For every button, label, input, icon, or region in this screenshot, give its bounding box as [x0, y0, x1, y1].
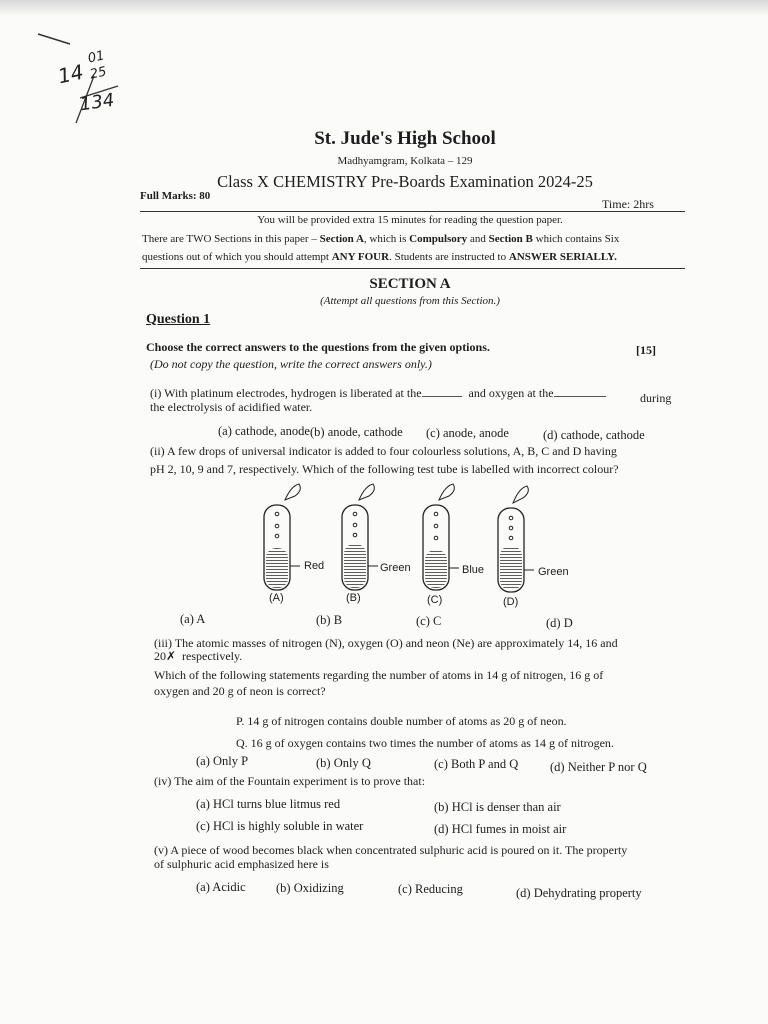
- handwritten-14: 14: [55, 59, 86, 89]
- q1-iii-statement-q: Q. 16 g of oxygen contains two times the number of atoms as 14 g of nitrogen.: [236, 736, 614, 750]
- time-allowed: Time: 2hrs: [602, 197, 654, 211]
- tube-b-letter: (B): [346, 592, 361, 604]
- instruction-line-3: questions out of which you should attempt ANY FOUR. Students are instructed to ANSWER SERIALLY.: [142, 251, 617, 263]
- q1-i-option-c: (c) anode, anode: [426, 426, 509, 440]
- q1-i-option-a: (a) cathode, anode: [218, 424, 310, 438]
- q1-i-line-1: (i) With platinum electrodes, hydrogen is liberated at the and oxygen at the: [150, 386, 606, 401]
- q1-iv-option-c: (c) HCl is highly soluble in water: [196, 819, 364, 833]
- q1-i-during: during: [640, 391, 672, 405]
- q1-iv-option-d: (d) HCl fumes in moist air: [434, 822, 567, 836]
- school-address: Madhyamgram, Kolkata – 129: [337, 155, 473, 167]
- q1-i-line-2: the electrolysis of acidified water.: [150, 400, 313, 414]
- q1-iii-option-a: (a) Only P: [196, 754, 249, 768]
- tube-c-letter: (C): [427, 594, 443, 606]
- q1-ii-option-d: (d) D: [546, 616, 573, 630]
- instruction-line-1: You will be provided extra 15 minutes for reading the question paper.: [257, 214, 563, 226]
- q1-iii-line-2: 20✗ respectively.: [154, 649, 243, 663]
- q1-iii-statement-p: P. 14 g of nitrogen contains double number of atoms as 20 g of neon.: [236, 714, 567, 728]
- section-subtitle: (Attempt all questions from this Section.): [320, 295, 500, 307]
- q1-ii-option-b: (b) B: [316, 613, 343, 627]
- q1-v-option-d: (d) Dehydrating property: [516, 886, 642, 900]
- q1-v-line-1: (v) A piece of wood becomes black when concentrated sulphuric acid is poured on it. The property: [154, 843, 628, 857]
- q1-i-option-b: (b) anode, cathode: [310, 425, 403, 439]
- question-1-note: (Do not copy the question, write the correct answers only.): [150, 357, 432, 371]
- q1-iv-option-a: (a) HCl turns blue litmus red: [196, 797, 341, 811]
- q1-ii-line-2: pH 2, 10, 9 and 7, respectively. Which of the following test tube is labelled with incorrect colour?: [150, 462, 619, 476]
- q1-i-option-d: (d) cathode, cathode: [543, 428, 645, 442]
- exam-title: Class X CHEMISTRY Pre-Boards Examination 2024-25: [217, 172, 593, 191]
- instruction-rule: [140, 268, 685, 269]
- q1-iii-line-1: (iii) The atomic masses of nitrogen (N), oxygen (O) and neon (Ne) are approximately 14, 16 and: [154, 636, 618, 650]
- q1-v-line-2: of sulphuric acid emphasized here is: [154, 857, 329, 871]
- full-marks: Full Marks: 80: [140, 190, 211, 202]
- school-name: St. Jude's High School: [314, 128, 496, 149]
- q1-ii-option-c: (c) C: [416, 614, 442, 628]
- tube-b-colour: Green: [380, 562, 411, 574]
- q1-v-option-a: (a) Acidic: [196, 880, 246, 894]
- test-tube-diagram: [255, 478, 585, 608]
- question-1-marks: [15]: [636, 343, 656, 357]
- q1-v-option-b: (b) Oxidizing: [276, 881, 344, 895]
- header-rule: [140, 211, 685, 212]
- tube-d-colour: Green: [538, 566, 569, 578]
- q1-iii-option-b: (b) Only Q: [316, 756, 371, 770]
- handwritten-134: 134: [78, 89, 116, 116]
- tube-d-letter: (D): [503, 596, 519, 608]
- tube-a-letter: (A): [269, 592, 284, 604]
- q1-iii-line-3: Which of the following statements regarding the number of atoms in 14 g of nitrogen, 16 g of: [154, 668, 604, 682]
- instruction-line-2: There are TWO Sections in this paper – Section A, which is Compulsory and Section B which contains Six: [142, 233, 620, 245]
- q1-ii-option-a: (a) A: [180, 612, 206, 626]
- q1-iii-option-d: (d) Neither P nor Q: [550, 760, 647, 774]
- handwritten-25: 25: [88, 64, 108, 83]
- tube-c-colour: Blue: [462, 564, 485, 576]
- q1-iii-line-4: oxygen and 20 g of neon is correct?: [154, 684, 326, 698]
- handwritten-01: 01: [86, 48, 106, 67]
- question-1-title: Question 1: [146, 312, 211, 327]
- scan-edge: [0, 0, 768, 16]
- q1-v-option-c: (c) Reducing: [398, 882, 463, 896]
- q1-iv-option-b: (b) HCl is denser than air: [434, 800, 561, 814]
- q1-iv-line-1: (iv) The aim of the Fountain experiment is to prove that:: [154, 774, 426, 788]
- tube-a: [264, 484, 300, 590]
- tube-a-colour: Red: [304, 560, 325, 572]
- tube-b: [342, 484, 378, 590]
- tube-d: [498, 486, 534, 592]
- q1-ii-line-1: (ii) A few drops of universal indicator is added to four colourless solutions, A, B, C and D having: [150, 444, 617, 458]
- q1-iii-option-c: (c) Both P and Q: [434, 757, 519, 771]
- tube-c: [423, 484, 459, 590]
- question-1-instruction: Choose the correct answers to the questions from the given options.: [146, 340, 490, 354]
- section-title: SECTION A: [369, 276, 451, 292]
